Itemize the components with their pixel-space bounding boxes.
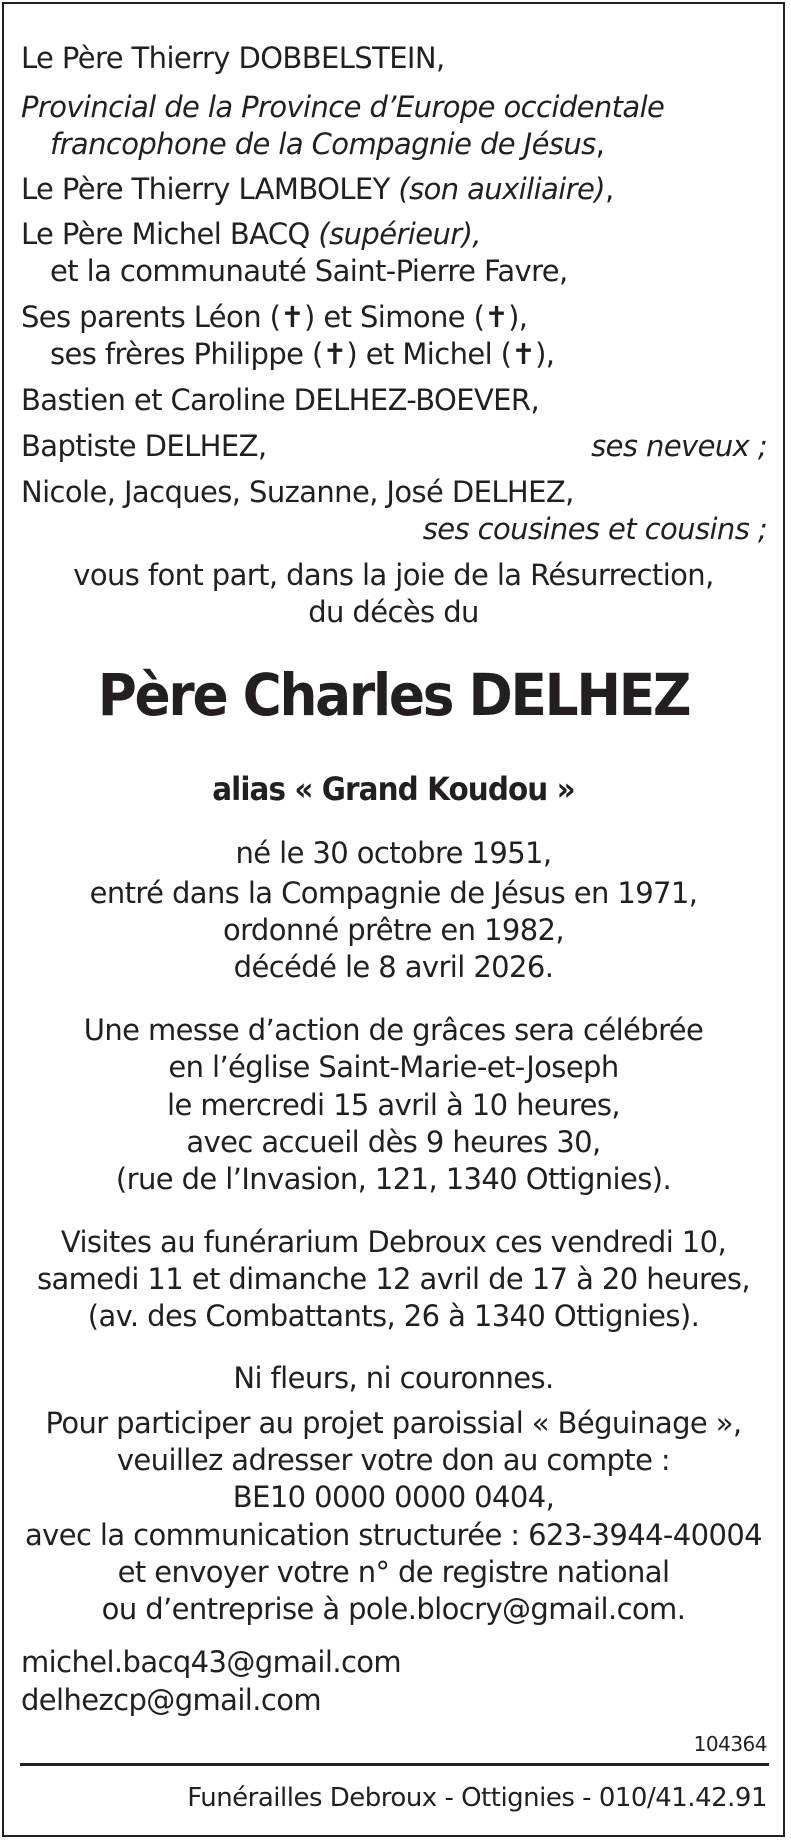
sender-title: francophone de la Compagnie de Jésus [50, 127, 596, 161]
relation-label: ses neveux ; [591, 429, 767, 463]
contact-email[interactable]: michel.bacq43@gmail.com [21, 1645, 402, 1679]
sender-line: Bastien et Caroline DELHEZ-BOEVER, [21, 383, 540, 417]
bank-account: BE10 0000 0000 0404, [232, 1480, 555, 1514]
sender-line: Ses parents Léon (✝) et Simone (✝), [21, 300, 528, 334]
punctuation: , [595, 127, 605, 161]
sender-line: Le Père Thierry DOBBELSTEIN, [21, 41, 445, 75]
sender-name: Le Père Michel BACQ [21, 217, 319, 251]
mass-line: avec accueil dès 9 heures 30, [186, 1125, 601, 1159]
footer-divider [20, 1763, 769, 1766]
announcement-line: du décès du [308, 595, 479, 629]
deceased-name: Père Charles DELHEZ [97, 661, 690, 729]
funeral-home-footer: Funérailles Debroux - Ottignies - 010/41.42.91 [187, 1783, 767, 1813]
donation-line: Pour participer au projet paroissial « Béguinage », [45, 1406, 742, 1440]
bio-line: né le 30 octobre 1951, [235, 836, 552, 870]
donation-line: Ni fleurs, ni couronnes. [233, 1361, 554, 1395]
sender-line: Nicole, Jacques, Suzanne, José DELHEZ, [21, 475, 574, 509]
bio-line: entré dans la Compagnie de Jésus en 1971, [89, 876, 698, 910]
sender-line [21, 172, 614, 206]
sender-role: (supérieur), [318, 217, 481, 251]
sender-role: (son auxiliaire) [398, 172, 605, 206]
sender-line [50, 127, 604, 161]
sender-line: ses frères Philippe (✝) et Michel (✝), [50, 337, 555, 371]
donation-line: veuillez adresser votre don au compte : [116, 1443, 671, 1477]
sender-line [21, 217, 481, 251]
donation-line: et envoyer votre n° de registre national [117, 1555, 670, 1589]
mass-line: Une messe d’action de grâces sera célébrée [83, 1013, 704, 1047]
sender-line: Provincial de la Province d’Europe occidentale [21, 90, 665, 124]
donation-line: ou d’entreprise à pole.blocry@gmail.com. [101, 1592, 686, 1626]
bio-line: ordonné prêtre en 1982, [222, 913, 565, 947]
deceased-alias: alias « Grand Koudou » [212, 770, 575, 808]
bio-line: décédé le 8 avril 2026. [233, 950, 554, 984]
visit-line: samedi 11 et dimanche 12 avril de 17 à 20 heures, [36, 1262, 751, 1296]
punctuation: , [604, 172, 614, 206]
sender-line: et la communauté Saint-Pierre Favre, [50, 254, 568, 288]
sender-line: Baptiste DELHEZ, [21, 429, 267, 463]
visit-line: Visites au funérarium Debroux ces vendredi 10, [60, 1225, 727, 1259]
sender-name: Le Père Thierry LAMBOLEY [21, 172, 399, 206]
visit-line: (av. des Combattants, 26 à 1340 Ottignies). [87, 1299, 700, 1333]
mass-line: en l’église Saint-Marie-et-Joseph [168, 1050, 619, 1084]
mass-line: (rue de l’Invasion, 121, 1340 Ottignies). [115, 1162, 672, 1196]
obituary-notice [2, 2, 785, 1837]
reference-number: 104364 [693, 1732, 767, 1756]
donation-line: avec la communication structurée : 623-3944-40004 [24, 1518, 763, 1552]
announcement-line: vous font part, dans la joie de la Résurrection, [73, 558, 714, 592]
relation-label: ses cousines et cousins ; [422, 512, 767, 546]
mass-line: le mercredi 15 avril à 10 heures, [167, 1088, 620, 1122]
contact-email[interactable]: delhezcp@gmail.com [21, 1683, 322, 1717]
